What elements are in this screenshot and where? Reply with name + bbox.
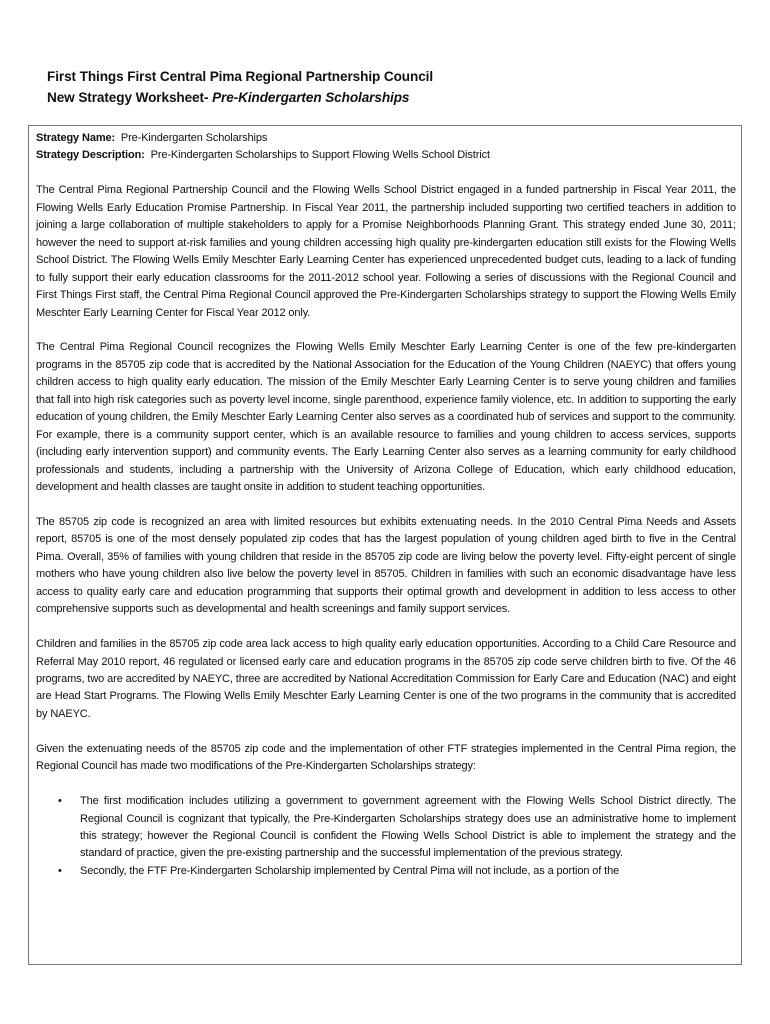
modifications-list [36,793,736,880]
strategy-description-row [36,147,736,164]
strategy-name-label: Strategy Name: [36,132,116,144]
strategy-name-row [36,130,736,147]
strategy-worksheet-box [28,125,742,965]
strategy-description-label: Strategy Description: [36,149,145,162]
modification-2-text: Secondly, the FTF Pre-Kindergarten Scholarship implemented by Central Pima will not include, as a portion of the [80,864,620,877]
paragraph-early-learning-center: The Central Pima Regional Council recognizes the Flowing Wells Emily Meschter Early Learning Center is one of the few pre-kindergarten programs in the 85705 zip code that is accredited by the National Association for the Education of the Young Children (NAEYC) that offers young children access to high quality early education. The mission of the Emily Meschter Early Learning Center is to serve young children and families that fall into high risk categories such as poverty level income, single parenthood, experience family violence, etc. In addition to supporting the early education of young children, the Emily Meschter Early Learning Center also serves as a coordinated hub of services and support to the community. For example, there is a community support center, which is an available resource to families and young children to access services, supports (including early intervention support) and community events. The Early Learning Center also serves as a learning community for early childhood professionals and students, including a partnership with the University of Arizona College of Education, which early childhood education, development and health classes are taught onsite in addition to student teaching opportunities. [36,341,736,494]
list-item [36,863,736,880]
list-item [36,793,736,863]
paragraph-zip-code-needs: The 85705 zip code is recognized an area with limited resources but exhibits extenuating needs. In the 2010 Central Pima Needs and Assets report, 85705 is one of the most densely populated zip codes that has the largest population of young children aged birth to five in the Central Pima. Overall, 35% of families with young children that reside in the 85705 zip code are living below the poverty level. Fifty-eight percent of single mothers who have young children also live below the poverty level in 85705. Children in families with such an economic disadvantage have less access to quality early care and education programming that supports their optimal growth and development in addition to less access to other comprehensive supports such as developmental and health screenings and family support services. [36,515,736,616]
paragraph-modifications-intro: Given the extenuating needs of the 85705 zip code and the implementation of other FTF strategies implemented in the Central Pima region, the Regional Council has made two modifications of the Pre-Kindergarten Scholarships strategy: [36,742,736,773]
strategy-worksheet-content [29,126,741,880]
paragraph-access-gaps: Children and families in the 85705 zip code area lack access to high quality early education opportunities. According to a Child Care Resource and Referral May 2010 report, 46 regulated or licensed early care and education programs in the 85705 zip code serve children birth to five. Of the 46 programs, two are accredited by NAEYC, three are accredited by National Accreditation Commission for Early Care and Education (NAC) and eight are Head Start Programs. The Flowing Wells Emily Meschter Early Learning Center is one of the two programs in the community that is accredited by NAEYC. [36,638,736,720]
bullet-icon: • [58,795,62,808]
document-title-prefix: New Strategy Worksheet- [47,90,209,105]
document-title-line-2 [47,87,737,108]
bullet-icon: • [58,864,62,877]
modification-1-text: The first modification includes utilizing a government to government agreement with the Flowing Wells School District directly. The Regional Council is cognizant that typically, the Pre-Kindergarten Scholarships strategy does use an administrative home to implement this strategy; however the Regional Council is confident the Flowing Wells School District is able to implement the strategy and the standard of practice, given the pre-existing partnership and the successful implementation of the previous strategy. [80,795,736,860]
strategy-description-value: Pre-Kindergarten Scholarships to Support Flowing Wells School District [150,149,490,162]
strategy-name-value: Pre-Kindergarten Scholarships [120,132,268,144]
document-title-strategy: Pre-Kindergarten Scholarships [212,90,410,105]
paragraph-partnership-history: The Central Pima Regional Partnership Council and the Flowing Wells School District engaged in a funded partnership in Fiscal Year 2011, the Flowing Wells Early Education Promise Partnership. In Fiscal Year 2011, the partnership included supporting two certified teachers in addition to joining a large collaboration of multiple stakeholders to apply for a Promise Neighborhoods Planning Grant. This strategy ended June 30, 2011; however the need to support at-risk families and young children accessing high quality pre-kindergarten education still exists for the Flowing Wells School District. The Flowing Wells Emily Meschter Early Learning Center has experienced unprecedented budget cuts, leading to a lack of funding to fully support their early education classrooms for the 2011-2012 school year. Following a series of discussions with the Regional Council and First Things First staff, the Central Pima Regional Council approved the Pre-Kindergarten Scholarships strategy to support the Flowing Wells Emily Meschter Early Learning Center for Fiscal Year 2012 only. [36,184,736,319]
document-title-line-1: First Things First Central Pima Regional Partnership Council [47,69,434,84]
document-header [47,66,737,108]
strategy-body [36,182,736,775]
